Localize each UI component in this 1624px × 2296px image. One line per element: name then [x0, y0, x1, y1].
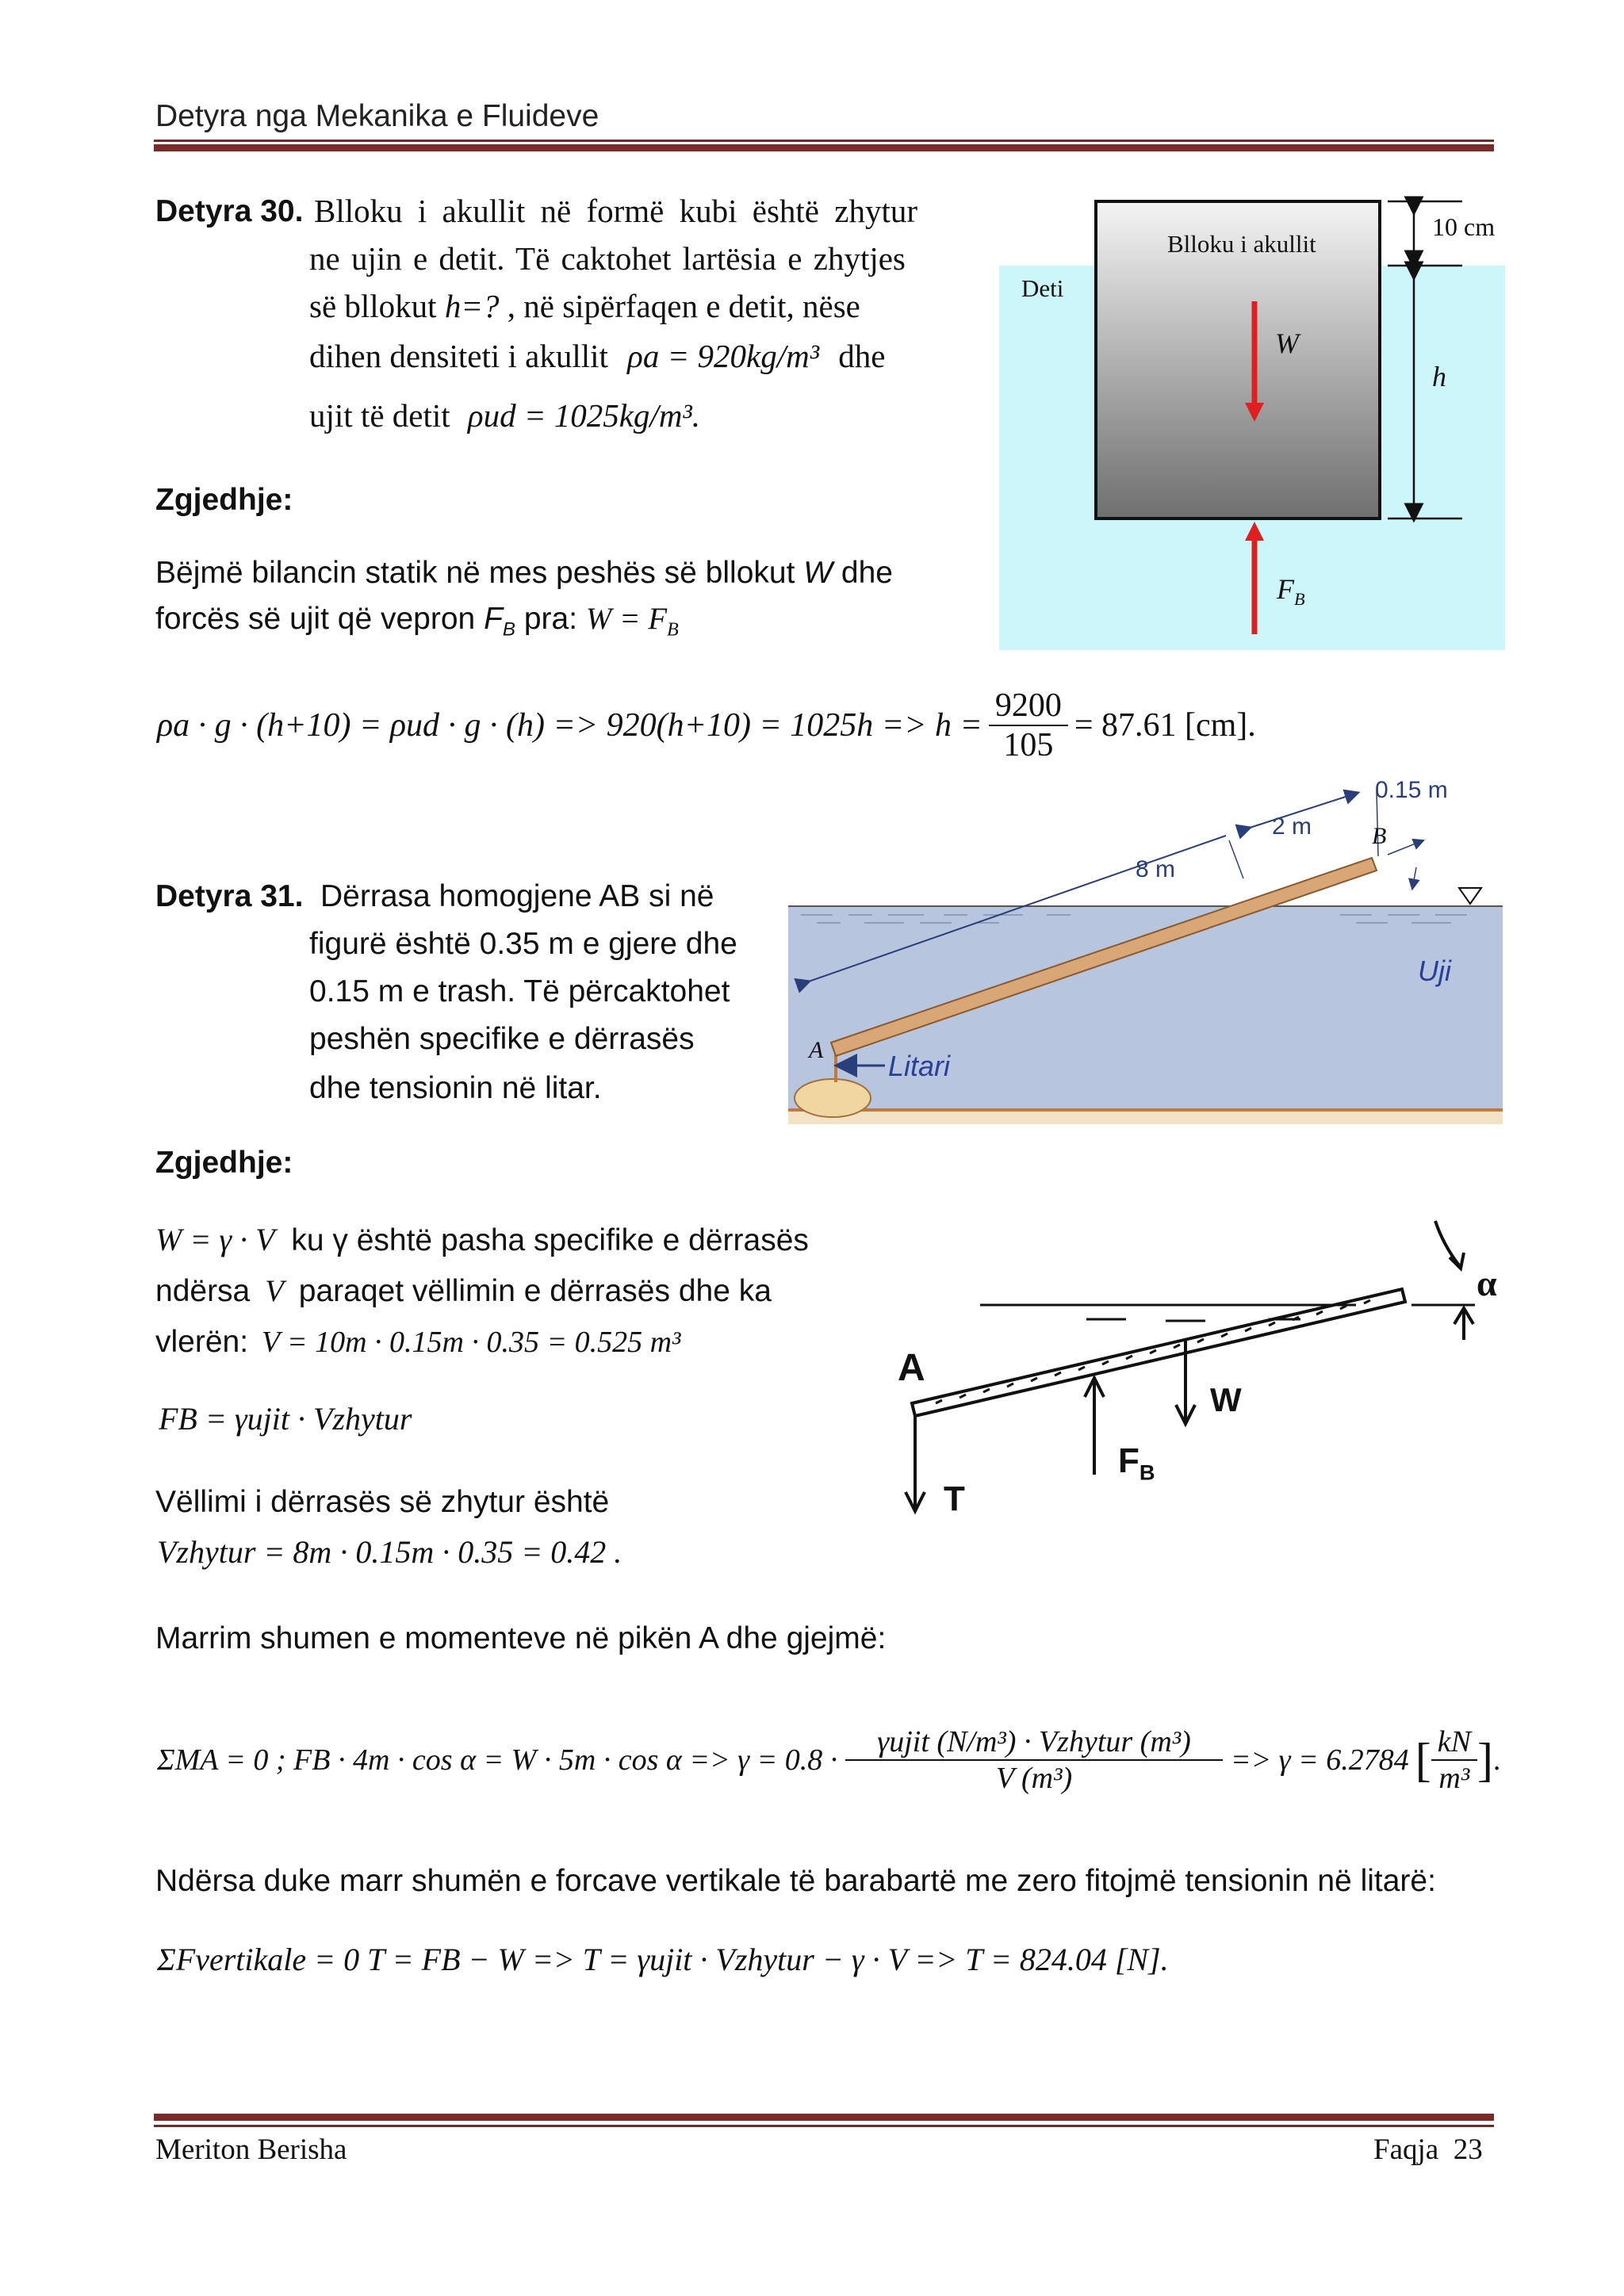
fb-label-T: T	[944, 1479, 965, 1518]
fb-label: $F_B$	[1277, 573, 1305, 609]
footer-author: Meriton Berisha	[155, 2133, 347, 2166]
task31-s5: Vëllimi i dërrasës së zhytur është	[155, 1485, 610, 1519]
task31-s9-eq: ΣFvertikale = 0 T = FB − W => T = γujit · Vzhytur − γ · V => T = 824.04 [N].	[157, 1942, 1169, 1977]
task30-sol-line2eq: $W = F_B$	[585, 602, 679, 641]
task30-solution-label: Zgjedhje:	[155, 483, 293, 517]
task31-moment-unit: $\frac{kN}{\text{m³}}$	[1431, 1724, 1477, 1796]
task30-sol-line2F: F	[484, 602, 503, 636]
task30-line5eq: ρud = 1025kg/m³.	[467, 397, 700, 434]
task31-line2: figurë është 0.35 m e gjere dhe	[309, 927, 737, 961]
task31-s8: Ndërsa duke marr shumën e forcave vertikale të barabartë me zero fitojmë tensionin në litarë:	[155, 1864, 1436, 1898]
task30-line4a: dihen densiteti i akullit	[309, 338, 608, 374]
task30-line3h: h=?	[444, 288, 500, 324]
footer-page: Faqja 23	[1373, 2133, 1483, 2166]
task31-solution-label: Zgjedhje:	[155, 1146, 293, 1180]
task31-s3-a: vlerën:	[155, 1325, 249, 1359]
task30-line3b: , në sipërfaqen e detit, nëse	[507, 288, 860, 324]
task31-moment-equation: ΣMA = 0 ; FB · 4m · cos α = W · 5m · cos α => γ = 0.8 · $\frac{\text{γujit (N/m³) · Vzhytur (m³)}}{\text{V (m³)}}$ => γ = 6.2784 [ $\frac{kN}{\text{m³}}$ ] .	[157, 1725, 1501, 1795]
fb-label-FB: $F_B$	[1118, 1441, 1155, 1485]
task31-s2-V: V	[265, 1274, 284, 1308]
task31-s4-eq: FB = γujit · Vzhytur	[159, 1401, 412, 1437]
task30-line4eq: ρa = 920kg/m³	[627, 338, 820, 374]
task30-sol-line2Fsub: B	[502, 618, 516, 641]
free-body-figure	[888, 1213, 1507, 1530]
task30-line3a: së bllokut	[309, 288, 437, 324]
task30-line3	[309, 287, 860, 326]
task31-moment-den: V (m³)	[995, 1762, 1073, 1795]
task30-equation	[157, 682, 1256, 769]
task30-eq-right: = 87.61 [cm].	[1074, 707, 1256, 744]
fb-label-alpha: α	[1477, 1263, 1497, 1303]
task30-sol-line2b: pra:	[523, 602, 578, 636]
task31-line1: Dërrasa homogjene AB si në	[320, 879, 714, 913]
task30-sol-line2a: forcës së ujit që vepron	[155, 602, 476, 636]
task31-s7: Marrim shumen e momenteve në pikën A dhe gjejmë:	[155, 1621, 887, 1655]
task31-s6-eq: Vzhytur = 8m · 0.15m · 0.35 = 0.42 .	[157, 1534, 622, 1570]
free-body-svg	[888, 1213, 1507, 1530]
dim-2m-label: 2 m	[1272, 813, 1312, 840]
footer-rule-thick	[154, 2114, 1494, 2121]
task30-sol-line1a: Bëjmë bilancin statik në mes peshës së bllokut	[155, 556, 795, 590]
task31-line3: 0.15 m e trash. Të përcaktohet	[309, 974, 730, 1008]
h-label: h	[1432, 361, 1446, 392]
task30-eq-den: 105	[1003, 727, 1054, 763]
task30-line4	[309, 337, 885, 376]
w-label: W	[1275, 327, 1299, 359]
board-water-svg	[785, 777, 1503, 1150]
header-rule-thick	[154, 144, 1494, 151]
alpha-arrow-top	[1435, 1221, 1459, 1265]
task30-sol-line2	[155, 601, 679, 641]
task30-line2: ne ujin e detit. Të caktohet lartësia e zhytjes	[309, 240, 906, 277]
task31-moment-num: γujit (N/m³) · Vzhytur (m³)	[845, 1724, 1223, 1761]
task31-s2-b: paraqet vëllimin e dërrasës dhe ka	[298, 1274, 772, 1308]
task30-line5a: ujit të detit	[309, 397, 450, 434]
sea-label: Deti	[1021, 274, 1064, 302]
task30-line1: Blloku i akullit në formë kubi është zhytur	[314, 193, 918, 229]
header-rule-thin	[154, 140, 1494, 142]
ice-block-svg	[998, 190, 1505, 650]
task31-s3-eq: V = 10m · 0.15m · 0.35 = 0.525 m³	[261, 1326, 681, 1359]
task31-moment-fraction	[845, 1724, 1223, 1796]
task31-line4: peshën specifike e dërrasës	[309, 1022, 695, 1056]
ice-block-figure	[998, 190, 1505, 650]
dim-015-label: 0.15 m	[1375, 777, 1448, 803]
task31-moment-left: ΣMA = 0 ; FB · 4m · cos α = W · 5m · cos α => γ = 0.8 ·	[157, 1743, 838, 1777]
task30-sol-line1	[155, 555, 893, 592]
dim-10cm-label: 10 cm	[1432, 212, 1496, 241]
dim-8m-label: 8 m	[1136, 856, 1176, 882]
task30-line5	[309, 396, 700, 435]
board-label-B: B	[1372, 823, 1387, 849]
rope-label: Litari	[888, 1050, 951, 1082]
footer-rule-thin	[154, 2125, 1494, 2127]
fb-label-A: A	[898, 1347, 925, 1389]
task31-s3	[155, 1324, 680, 1361]
fb-board	[912, 1289, 1405, 1416]
task30-eq-left: ρa · g · (h+10) = ρud · g · (h) => 920(h+10) = 1025h => h =	[157, 707, 982, 744]
task30-eq-num: 9200	[989, 687, 1068, 726]
board-water-figure	[785, 777, 1503, 1150]
task31-s1	[155, 1221, 809, 1260]
ice-block-label: Blloku i akullit	[1167, 230, 1316, 258]
task30-sol-line1b: dhe	[841, 556, 893, 590]
fb-label-W: W	[1210, 1381, 1242, 1418]
water-level-icon	[1459, 888, 1481, 904]
task31-label: Detyra 31.	[155, 879, 304, 913]
task30-label: Detyra 30.	[155, 194, 304, 228]
task31-moment-right: => γ = 6.2784	[1230, 1743, 1409, 1777]
task31-line5: dhe tensionin në litar.	[309, 1071, 602, 1105]
task30-line4b: dhe	[838, 338, 886, 374]
board-label-A: A	[809, 1037, 824, 1063]
task31-s1-text: ku γ është pasha specifike e dërrasës	[291, 1223, 809, 1257]
task30-sol-line1W: W	[803, 556, 833, 590]
water-label: Uji	[1418, 955, 1451, 987]
task31-s2	[155, 1273, 772, 1311]
header-title: Detyra nga Mekanika e Fluideve	[155, 99, 599, 133]
task31-s1-eq: W = γ · V	[155, 1222, 275, 1257]
anchor-block	[795, 1079, 871, 1117]
task30-eq-fraction	[989, 687, 1068, 764]
task31-s2-a: ndërsa	[155, 1274, 251, 1308]
